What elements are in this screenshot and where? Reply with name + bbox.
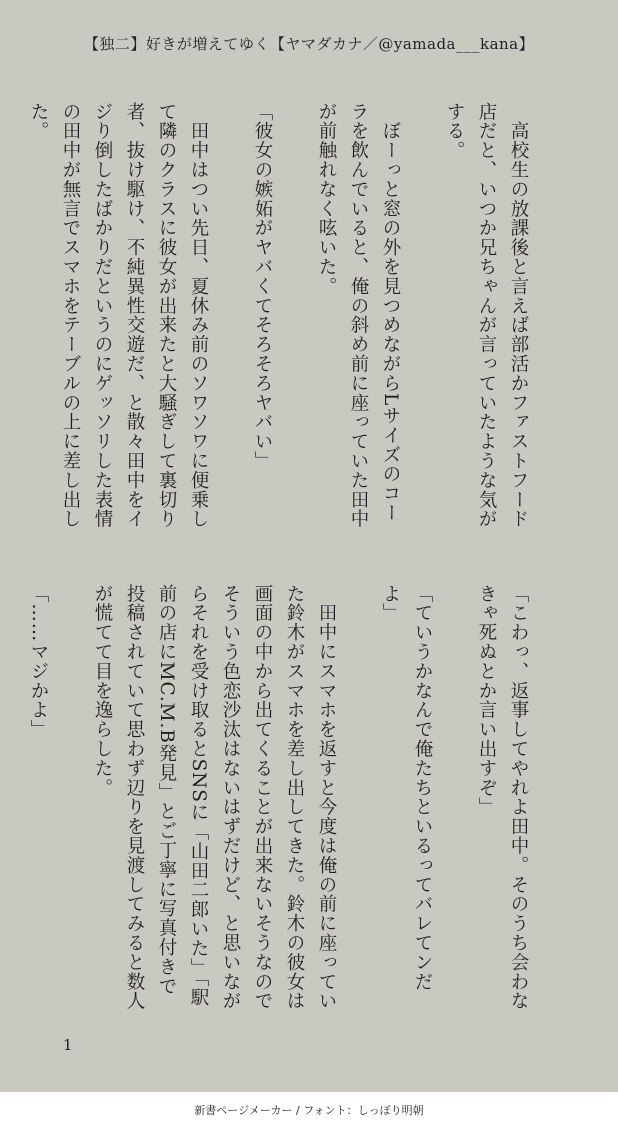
paragraph: ぼーっと窓の外を見つめながらLサイズのコーラを飲んでいると、俺の斜め前に座っていた田中が前触れなく呟いた。: [316, 102, 401, 529]
paragraph: 田中はつい先日、夏休み前のソワソワに便乗して隣のクラスに彼女が出来たと大騒ぎして裏切り者、抜け駆け、不純異性交遊だ、と散々田中をイジり倒したばかりだというのにゲッソリした表情の田中が無言でスマホをテーブルの上に差し出した。: [28, 102, 209, 529]
paragraph: 田中にスマホを返すと今度は俺の前に座っていた鈴木がスマホを差し出してきた。鈴木の彼女は画面の中から出てくることが出来ないそうなのでそういう色恋沙汰はないはずだけど、と思いながらそれを受け取るとSNSに「山田二郎いた」「駅前の店にMC.M.B発見」とご丁寧に写真付きで投稿されていて思わず辺りを見渡してみると数人が慌てて目を逸らした。: [92, 584, 337, 1011]
text-block-lower: [28, 584, 566, 1012]
paragraph: 「……マジかよ」: [28, 584, 49, 740]
paragraph: 「ていうかなんで俺たちといるってバレてンだよ」: [380, 584, 433, 992]
page-header-title: 【独二】好きが増えてゆく【ヤマダカナ／@yamada___kana】: [83, 35, 535, 53]
page-number: 1: [63, 1036, 73, 1054]
footer-credit: 新書ページメーカー / フォント：しっぽり明朝: [0, 1092, 618, 1132]
text-block-upper: [28, 102, 566, 530]
paragraph: 「彼女の嫉妬がヤバくてそろそろヤバい」: [252, 102, 273, 471]
paragraph: 高校生の放課後と言えば部活かファストフード店だと、いつか兄ちゃんが言っていたような気がする。: [444, 102, 529, 529]
paragraph: 「こわっ、返事してやれよ田中。そのうち会わなきゃ死ぬとか言い出すぞ」: [476, 584, 529, 1011]
